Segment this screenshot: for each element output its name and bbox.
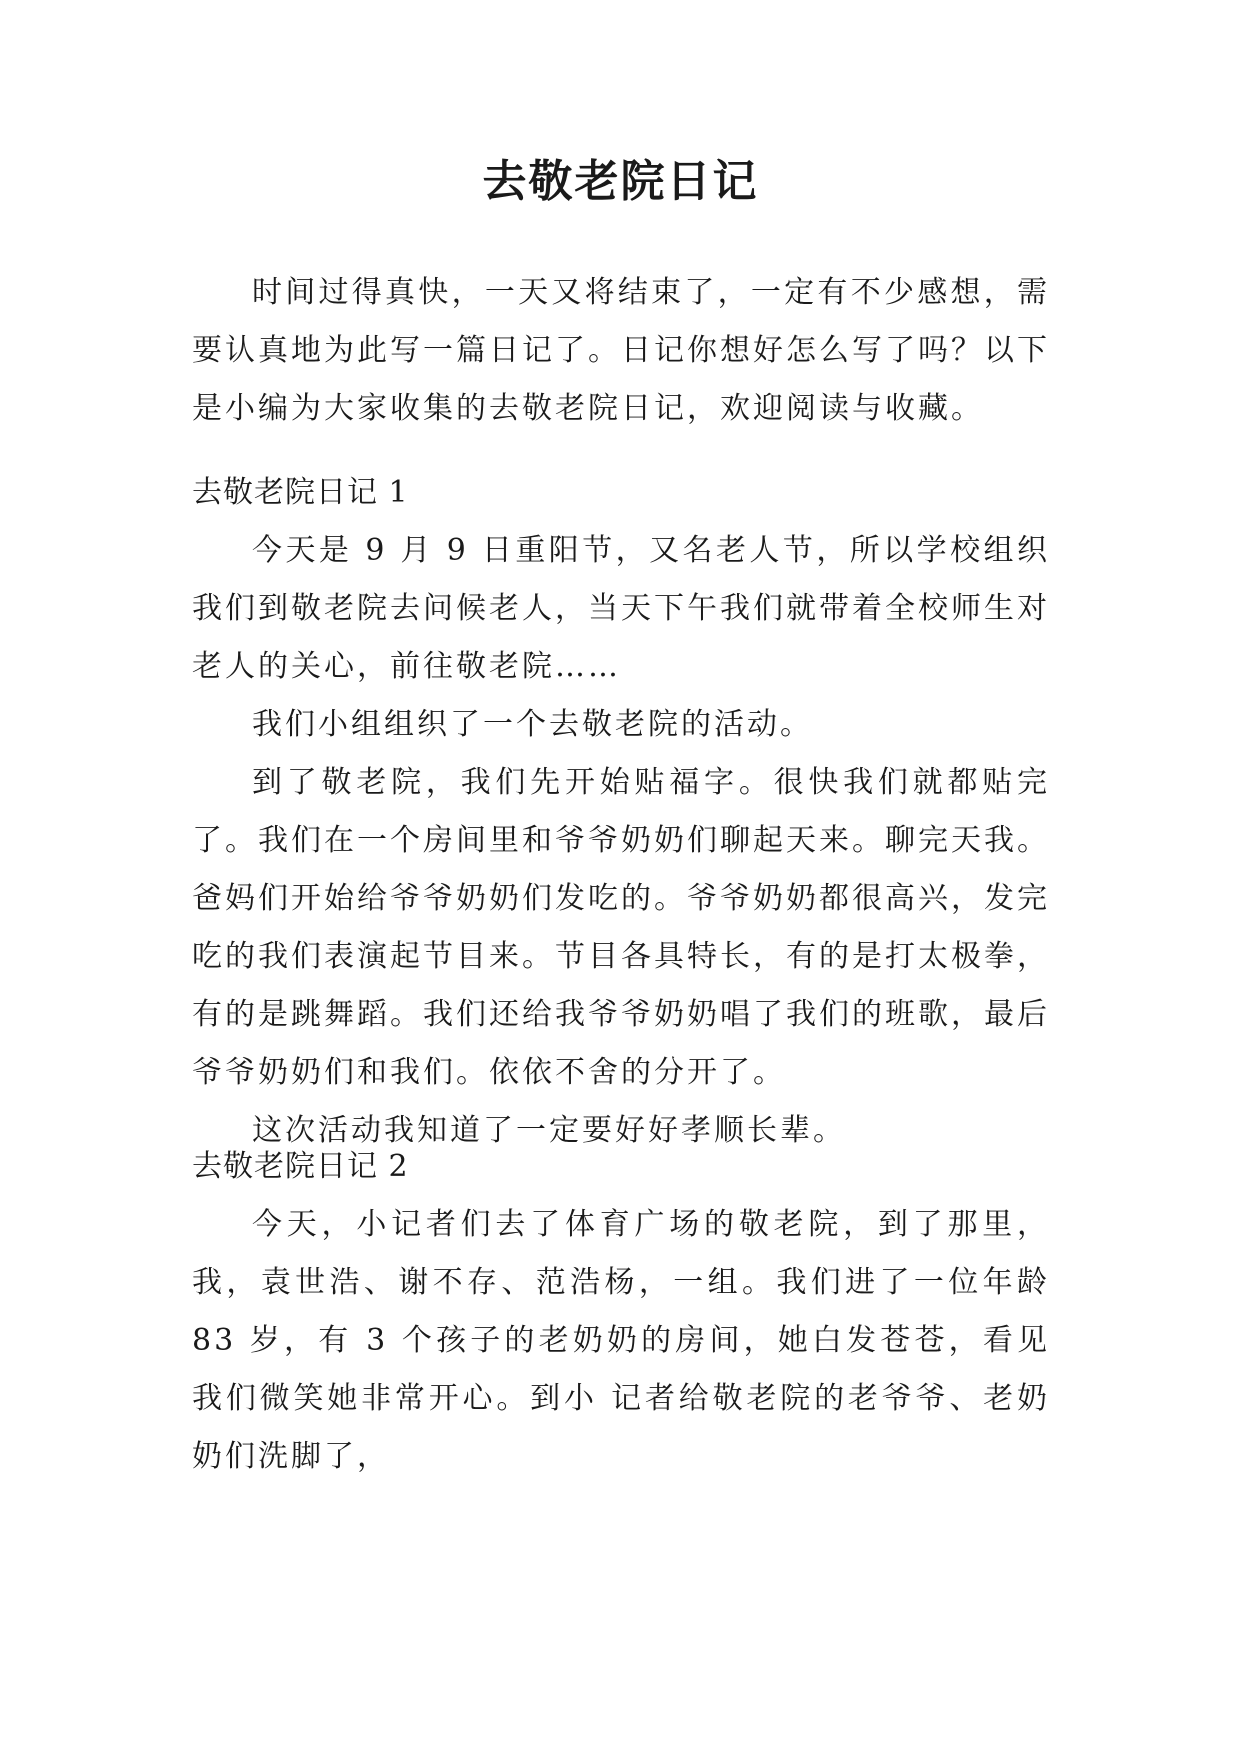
- section-heading-1: 去敬老院日记 1: [192, 475, 409, 510]
- section-1-paragraph-4: 这次活动我知道了一定要好好孝顺长辈。: [252, 1113, 846, 1148]
- section-heading-2: 去敬老院日记 2: [192, 1149, 409, 1184]
- section-2-body: [192, 1196, 1050, 1486]
- intro-paragraph: 时间过得真快，一天又将结束了，一定有不少感想，需要认真地为此写一篇日记了。日记你想好怎么写了吗？以下是小编为大家收集的去敬老院日记，欢迎阅读与收藏。: [192, 275, 1050, 426]
- section-1-paragraph-1: 今天是 9 月 9 日重阳节，又名老人节，所以学校组织我们到敬老院去问候老人，当天下午我们就带着全校师生对老人的关心，前往敬老院……: [192, 533, 1050, 684]
- section-1-body: [192, 522, 1050, 1160]
- section-1-paragraph-3: 到了敬老院，我们先开始贴福字。很快我们就都贴完了。我们在一个房间里和爷爷奶奶们聊起天来。聊完天我。爸妈们开始给爷爷奶奶们发吃的。爷爷奶奶都很高兴，发完吃的我们表演起节目来。节目各具特长，有的是打太极拳，有的是跳舞蹈。我们还给我爷爷奶奶唱了我们的班歌，最后爷爷奶奶们和我们。依依不舍的分开了。: [192, 765, 1050, 1090]
- section-2-paragraph-1: 今天，小记者们去了体育广场的敬老院，到了那里，我，袁世浩、谢不存、范浩杨，一组。我们进了一位年龄 83 岁，有 3 个孩子的老奶奶的房间，她白发苍苍，看见我们微笑她非常开心。到小 记者给敬老院的老爷爷、老奶奶们洗脚了，: [192, 1207, 1050, 1474]
- document-title: 去敬老院日记: [482, 156, 759, 207]
- section-1-paragraph-2: 我们小组组织了一个去敬老院的活动。: [252, 707, 813, 742]
- intro-block: [192, 264, 1050, 438]
